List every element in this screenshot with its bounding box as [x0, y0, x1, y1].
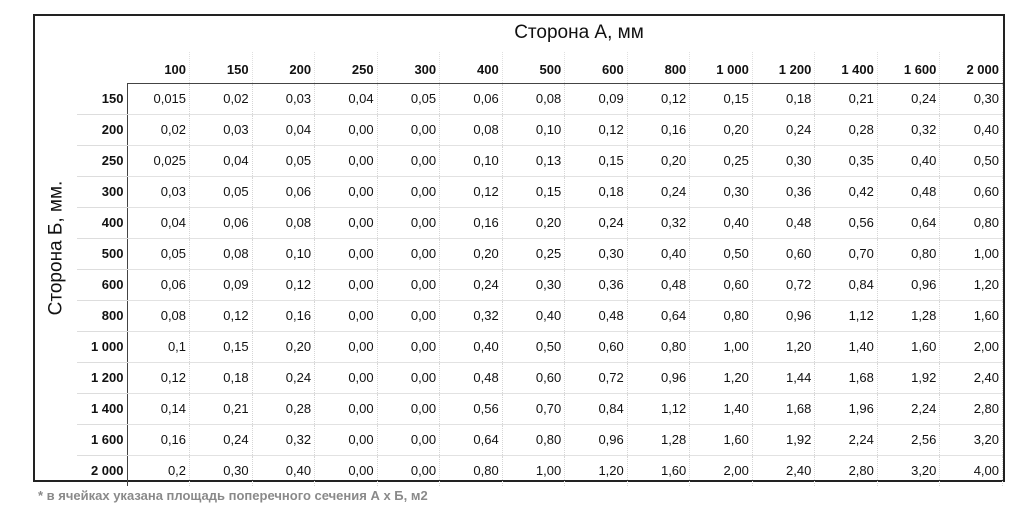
area-cell: 1,20	[690, 362, 753, 393]
area-cell: 0,60	[752, 238, 815, 269]
area-cell: 0,00	[315, 393, 378, 424]
area-cell: 0,80	[502, 424, 565, 455]
area-cell: 0,80	[877, 238, 940, 269]
area-cell: 0,96	[627, 362, 690, 393]
area-cell: 0,30	[752, 145, 815, 176]
area-cell: 0,24	[627, 176, 690, 207]
area-cell: 0,03	[190, 114, 253, 145]
area-cell: 0,28	[252, 393, 315, 424]
table-row	[77, 207, 1003, 238]
column-header: 2 000	[940, 52, 1003, 83]
column-header: 150	[190, 52, 253, 83]
row-header: 250	[77, 145, 127, 176]
area-cell: 0,04	[190, 145, 253, 176]
area-cell: 0,80	[440, 455, 503, 486]
column-header: 1 400	[815, 52, 878, 83]
area-cell: 0,64	[627, 300, 690, 331]
area-cell: 2,24	[815, 424, 878, 455]
area-cell: 0,42	[815, 176, 878, 207]
table-row	[77, 269, 1003, 300]
area-cell: 0,12	[565, 114, 628, 145]
row-header: 600	[77, 269, 127, 300]
column-header: 600	[565, 52, 628, 83]
row-header: 800	[77, 300, 127, 331]
area-cell: 0,60	[565, 331, 628, 362]
table-row	[77, 393, 1003, 424]
column-header: 250	[315, 52, 378, 83]
area-cell: 1,12	[627, 393, 690, 424]
area-cell: 0,50	[940, 145, 1003, 176]
area-cell: 0,30	[940, 83, 1003, 114]
column-header: 300	[377, 52, 440, 83]
area-cell: 0,16	[440, 207, 503, 238]
area-cell: 0,24	[752, 114, 815, 145]
area-cell: 1,92	[752, 424, 815, 455]
area-cell: 0,09	[565, 83, 628, 114]
area-cell: 2,56	[877, 424, 940, 455]
area-cell: 0,80	[940, 207, 1003, 238]
area-cell: 0,00	[315, 114, 378, 145]
column-header: 800	[627, 52, 690, 83]
column-header: 100	[127, 52, 190, 83]
column-header: 500	[502, 52, 565, 83]
area-cell: 0,60	[940, 176, 1003, 207]
area-cell: 0,24	[440, 269, 503, 300]
area-cell: 0,10	[252, 238, 315, 269]
area-cell: 0,50	[690, 238, 753, 269]
area-cell: 1,00	[940, 238, 1003, 269]
area-cell: 0,09	[190, 269, 253, 300]
area-cell: 0,20	[502, 207, 565, 238]
area-cell: 0,00	[315, 176, 378, 207]
area-cell: 0,05	[377, 83, 440, 114]
area-cell: 0,04	[252, 114, 315, 145]
area-cell: 0,32	[877, 114, 940, 145]
area-cell: 0,20	[627, 145, 690, 176]
area-cell: 0,025	[127, 145, 190, 176]
area-cell: 1,92	[877, 362, 940, 393]
area-cell: 0,05	[190, 176, 253, 207]
area-cell: 0,00	[377, 207, 440, 238]
area-cell: 3,20	[940, 424, 1003, 455]
area-cell: 0,18	[565, 176, 628, 207]
area-cell: 0,02	[127, 114, 190, 145]
area-cell: 0,06	[127, 269, 190, 300]
area-cell: 0,06	[440, 83, 503, 114]
area-cell: 0,48	[627, 269, 690, 300]
area-cell: 0,72	[565, 362, 628, 393]
area-cell: 0,96	[752, 300, 815, 331]
area-cell: 0,64	[877, 207, 940, 238]
area-cell: 0,1	[127, 331, 190, 362]
area-cell: 1,60	[690, 424, 753, 455]
area-cell: 3,20	[877, 455, 940, 486]
area-cell: 2,00	[940, 331, 1003, 362]
area-cell: 1,28	[877, 300, 940, 331]
area-cell: 1,60	[940, 300, 1003, 331]
area-cell: 1,12	[815, 300, 878, 331]
area-cell: 0,84	[565, 393, 628, 424]
area-cell: 0,05	[127, 238, 190, 269]
area-cell: 0,30	[502, 269, 565, 300]
corner-cell	[77, 52, 127, 83]
header-row	[77, 52, 1003, 83]
table-row	[77, 114, 1003, 145]
area-cell: 0,18	[752, 83, 815, 114]
area-cell: 0,32	[252, 424, 315, 455]
side-b-axis	[35, 16, 77, 480]
column-header: 1 000	[690, 52, 753, 83]
area-cell: 0,00	[377, 238, 440, 269]
row-header: 1 400	[77, 393, 127, 424]
area-cell: 0,08	[252, 207, 315, 238]
area-cell: 0,15	[502, 176, 565, 207]
area-cell: 0,24	[565, 207, 628, 238]
area-cell: 0,00	[315, 424, 378, 455]
row-header: 300	[77, 176, 127, 207]
area-cell: 0,28	[815, 114, 878, 145]
area-cell: 0,96	[565, 424, 628, 455]
table-row	[77, 331, 1003, 362]
area-cell: 2,40	[940, 362, 1003, 393]
area-cell: 0,40	[627, 238, 690, 269]
area-cell: 0,40	[440, 331, 503, 362]
area-cell: 4,00	[940, 455, 1003, 486]
area-cell: 0,72	[752, 269, 815, 300]
area-cell: 0,40	[502, 300, 565, 331]
area-cell: 0,32	[440, 300, 503, 331]
area-cell: 0,50	[502, 331, 565, 362]
row-header: 500	[77, 238, 127, 269]
row-header: 150	[77, 83, 127, 114]
area-cell: 0,60	[690, 269, 753, 300]
area-cell: 1,60	[627, 455, 690, 486]
table-row	[77, 362, 1003, 393]
area-cell: 0,08	[190, 238, 253, 269]
area-cell: 0,12	[127, 362, 190, 393]
area-cell: 0,21	[815, 83, 878, 114]
area-cell: 0,12	[440, 176, 503, 207]
area-cell: 0,25	[690, 145, 753, 176]
area-cell: 0,30	[690, 176, 753, 207]
area-cell: 2,24	[877, 393, 940, 424]
area-cell: 1,68	[752, 393, 815, 424]
area-cell: 0,06	[190, 207, 253, 238]
area-cell: 0,04	[315, 83, 378, 114]
area-cell: 0,25	[502, 238, 565, 269]
area-cell: 0,00	[315, 455, 378, 486]
area-cell: 1,96	[815, 393, 878, 424]
row-header: 400	[77, 207, 127, 238]
area-cell: 0,36	[565, 269, 628, 300]
area-cell: 0,04	[127, 207, 190, 238]
area-cell: 0,40	[252, 455, 315, 486]
area-cell: 0,00	[377, 362, 440, 393]
area-cell: 0,18	[190, 362, 253, 393]
area-cell: 0,00	[377, 424, 440, 455]
area-cell: 0,00	[377, 145, 440, 176]
area-cell: 0,00	[315, 331, 378, 362]
row-header: 200	[77, 114, 127, 145]
area-table-frame	[33, 14, 1005, 482]
area-cell: 0,15	[690, 83, 753, 114]
area-cell: 1,60	[877, 331, 940, 362]
area-cell: 2,80	[940, 393, 1003, 424]
area-cell: 0,48	[565, 300, 628, 331]
table-row	[77, 83, 1003, 114]
area-cell: 1,28	[627, 424, 690, 455]
area-cell: 0,16	[127, 424, 190, 455]
area-cell: 0,00	[315, 362, 378, 393]
area-cell: 2,40	[752, 455, 815, 486]
table-row	[77, 176, 1003, 207]
area-cell: 0,08	[440, 114, 503, 145]
area-cell: 0,00	[377, 455, 440, 486]
area-cell: 0,08	[502, 83, 565, 114]
table-row	[77, 145, 1003, 176]
area-cell: 0,32	[627, 207, 690, 238]
area-cell: 0,00	[315, 300, 378, 331]
area-cell: 0,03	[127, 176, 190, 207]
area-cell: 0,36	[752, 176, 815, 207]
area-cell: 0,00	[377, 269, 440, 300]
area-cell: 0,03	[252, 83, 315, 114]
area-cell: 0,80	[627, 331, 690, 362]
area-cell: 0,00	[377, 393, 440, 424]
table-row	[77, 238, 1003, 269]
area-cell: 0,84	[815, 269, 878, 300]
area-cell: 1,20	[752, 331, 815, 362]
footnote: * в ячейках указана площадь поперечного сечения А х Б, м2	[38, 488, 428, 503]
area-cell: 0,30	[565, 238, 628, 269]
area-cell: 0,00	[377, 331, 440, 362]
table-row	[77, 424, 1003, 455]
area-cell: 0,64	[440, 424, 503, 455]
row-header: 1 000	[77, 331, 127, 362]
side-b-title: Сторона Б, мм.	[45, 180, 66, 316]
area-cell: 0,96	[877, 269, 940, 300]
area-cell: 2,00	[690, 455, 753, 486]
area-cell: 0,08	[127, 300, 190, 331]
area-cell: 0,10	[502, 114, 565, 145]
area-cell: 0,40	[940, 114, 1003, 145]
area-cell: 1,00	[690, 331, 753, 362]
area-cell: 0,015	[127, 83, 190, 114]
area-cell: 0,20	[440, 238, 503, 269]
area-cell: 0,00	[377, 176, 440, 207]
area-cell: 0,16	[252, 300, 315, 331]
area-cell: 0,02	[190, 83, 253, 114]
area-cell: 0,00	[315, 269, 378, 300]
area-cell: 0,70	[815, 238, 878, 269]
area-cell: 0,12	[627, 83, 690, 114]
area-cell: 0,56	[815, 207, 878, 238]
area-cell: 0,00	[315, 207, 378, 238]
row-header: 1 600	[77, 424, 127, 455]
area-cell: 0,21	[190, 393, 253, 424]
area-cell: 0,20	[690, 114, 753, 145]
area-cell: 1,68	[815, 362, 878, 393]
area-cell: 0,24	[252, 362, 315, 393]
cross-section-area-table	[77, 52, 1003, 486]
area-cell: 0,30	[190, 455, 253, 486]
side-a-title: Сторона А, мм	[514, 22, 644, 43]
area-cell: 0,48	[877, 176, 940, 207]
area-cell: 1,00	[502, 455, 565, 486]
area-cell: 0,12	[190, 300, 253, 331]
area-cell: 0,20	[252, 331, 315, 362]
area-cell: 0,00	[377, 300, 440, 331]
area-cell: 1,20	[565, 455, 628, 486]
area-cell: 0,2	[127, 455, 190, 486]
area-cell: 0,00	[315, 145, 378, 176]
area-cell: 1,20	[940, 269, 1003, 300]
table-body	[77, 83, 1003, 486]
area-cell: 0,48	[752, 207, 815, 238]
area-cell: 0,16	[627, 114, 690, 145]
column-header: 400	[440, 52, 503, 83]
column-header: 200	[252, 52, 315, 83]
area-cell: 0,60	[502, 362, 565, 393]
area-cell: 0,12	[252, 269, 315, 300]
area-cell: 0,35	[815, 145, 878, 176]
area-cell: 0,06	[252, 176, 315, 207]
row-header: 1 200	[77, 362, 127, 393]
area-cell: 0,15	[565, 145, 628, 176]
area-cell: 0,10	[440, 145, 503, 176]
area-cell: 0,48	[440, 362, 503, 393]
area-cell: 0,80	[690, 300, 753, 331]
area-cell: 0,00	[315, 238, 378, 269]
area-cell: 0,15	[190, 331, 253, 362]
column-header: 1 600	[877, 52, 940, 83]
area-cell: 0,40	[877, 145, 940, 176]
table-row	[77, 300, 1003, 331]
row-header: 2 000	[77, 455, 127, 486]
area-cell: 1,40	[815, 331, 878, 362]
table-row	[77, 455, 1003, 486]
area-cell: 0,70	[502, 393, 565, 424]
area-cell: 0,05	[252, 145, 315, 176]
area-cell: 1,44	[752, 362, 815, 393]
column-header: 1 200	[752, 52, 815, 83]
area-cell: 1,40	[690, 393, 753, 424]
area-cell: 2,80	[815, 455, 878, 486]
area-cell: 0,00	[377, 114, 440, 145]
area-cell: 0,40	[690, 207, 753, 238]
area-cell: 0,24	[877, 83, 940, 114]
area-cell: 0,14	[127, 393, 190, 424]
area-cell: 0,56	[440, 393, 503, 424]
area-cell: 0,24	[190, 424, 253, 455]
area-cell: 0,13	[502, 145, 565, 176]
